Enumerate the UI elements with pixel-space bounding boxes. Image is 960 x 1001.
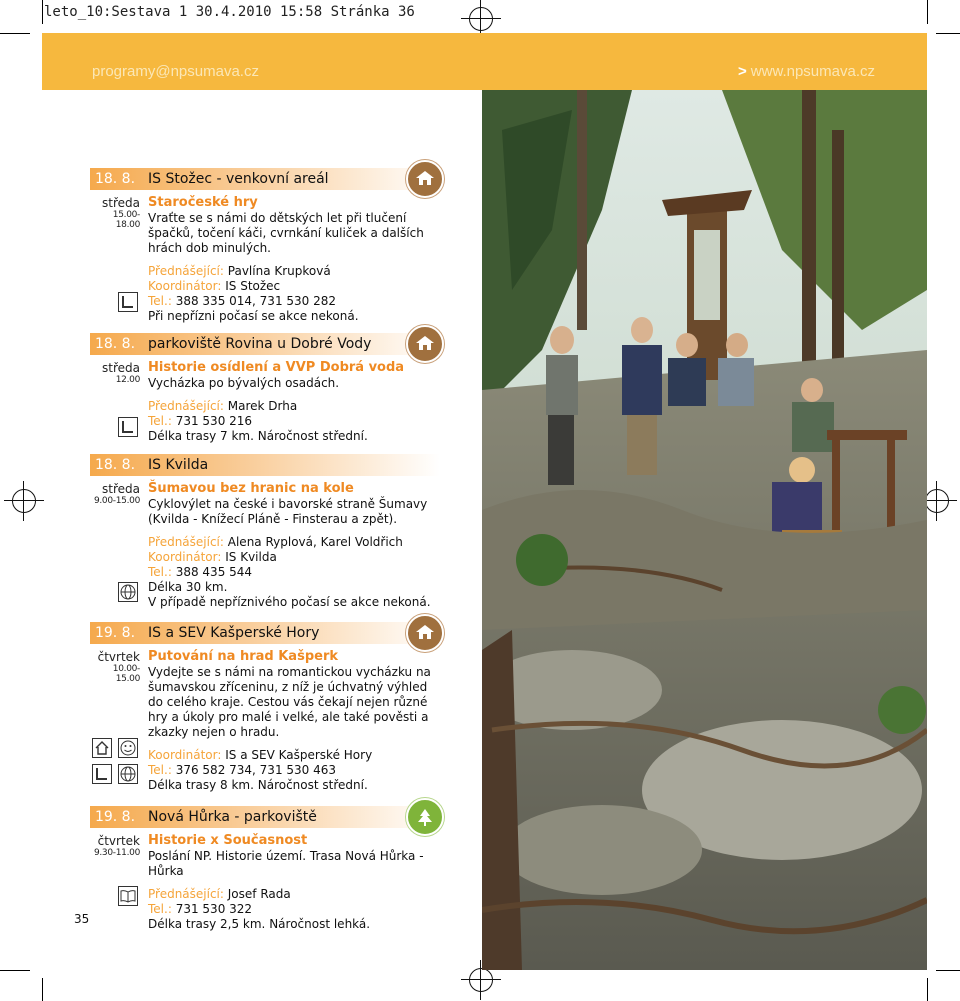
event-phone: [148, 902, 443, 917]
event-description: Vraťte se s námi do dětských let při tlučení špačků, točení káči, cvrnkání kuliček a dalších hrách dob minulých.: [148, 211, 424, 255]
event-time: 12.00: [115, 375, 140, 385]
header-band: [42, 33, 927, 90]
event-day: středa: [102, 482, 140, 496]
lecturer-name: Josef Rada: [227, 887, 291, 901]
lecturer-label: Přednášející:: [148, 535, 224, 549]
event-title: Šumavou bez hranic na kole: [148, 481, 354, 496]
crop-mark: [0, 970, 30, 971]
cabin-badge-icon: [406, 160, 444, 198]
header-email[interactable]: programy@npsumava.cz: [92, 63, 259, 80]
event-phone: [148, 294, 443, 309]
event-lecturer: [148, 535, 443, 550]
smiley-icon: [118, 738, 138, 758]
event-body: [148, 195, 443, 324]
lecturer-name: Pavlína Krupková: [227, 264, 331, 278]
event-title: Historie x Současnost: [148, 833, 308, 848]
event-header-bar: [90, 454, 440, 476]
lecturer-name: Alena Ryplová, Karel Voldřich: [227, 535, 403, 549]
event-body: [148, 833, 443, 932]
phone-label: Tel.:: [148, 565, 172, 579]
crop-mark: [927, 978, 928, 1001]
event-place: IS Kvilda: [148, 457, 209, 473]
event-coordinator: [148, 748, 443, 763]
globe-icon: [118, 764, 138, 784]
event-header-bar: [90, 622, 440, 644]
event-place: IS Stožec - venkovní areál: [148, 171, 329, 187]
event-lecturer: [148, 264, 443, 279]
phone-number[interactable]: 376 582 734, 731 530 463: [175, 763, 337, 777]
phone-number[interactable]: 388 335 014, 731 530 282: [175, 294, 337, 308]
event-body: [148, 649, 443, 793]
lecturer-label: Přednášející:: [148, 264, 224, 278]
footprint-icon: [118, 417, 138, 437]
event-day: čtvrtek: [97, 650, 140, 664]
coordinator-label: Koordinátor:: [148, 550, 222, 564]
arrow-icon: >: [738, 63, 747, 80]
phone-number[interactable]: 388 435 544: [175, 565, 253, 579]
crop-mark: [42, 978, 43, 1001]
event-day: čtvrtek: [97, 834, 140, 848]
footprint-icon: [118, 292, 138, 312]
event-coordinator: [148, 279, 443, 294]
event-title: Historie osídlení a VVP Dobrá voda: [148, 360, 405, 375]
footprint-icon: [92, 764, 112, 784]
phone-number[interactable]: 731 530 216: [175, 414, 253, 428]
event-description: Poslání NP. Historie území. Trasa Nová Hůrka - Hůrka: [148, 849, 424, 878]
event-header-bar: [90, 168, 440, 190]
registration-mark: [469, 968, 493, 992]
phone-label: Tel.:: [148, 763, 172, 777]
lecturer-name: Marek Drha: [227, 399, 298, 413]
crop-mark: [936, 970, 960, 971]
event-note: Délka trasy 7 km. Náročnost střední.: [148, 429, 368, 443]
coordinator-label: Koordinátor:: [148, 748, 222, 762]
event-lecturer: [148, 399, 443, 414]
coordinator-name: IS a SEV Kašperské Hory: [225, 748, 373, 762]
coordinator-name: IS Kvilda: [225, 550, 277, 564]
event-lecturer: [148, 887, 443, 902]
phone-label: Tel.:: [148, 902, 172, 916]
event-note: Délka 30 km.: [148, 580, 228, 594]
crop-mark: [42, 0, 43, 24]
event-note: Délka trasy 2,5 km. Náročnost lehká.: [148, 917, 371, 931]
cabin-badge-icon: [406, 614, 444, 652]
event-body: [148, 481, 443, 610]
phone-label: Tel.:: [148, 294, 172, 308]
cabin-badge-icon: [406, 325, 444, 363]
header-website-text: www.npsumava.cz: [750, 63, 875, 80]
event-description: Vycházka po bývalých osadách.: [148, 376, 340, 390]
event-date: 18. 8.: [94, 457, 136, 473]
coordinator-name: IS Stožec: [225, 279, 281, 293]
event-day: středa: [102, 361, 140, 375]
event-description: Vydejte se s námi na romantickou vycházku na šumavskou zříceninu, z níž je úchvatný výhled do celého kraje. Cestou vás čekají nejen různé hry a úkoly pro malé i velké, ale také pověsti a zkazky nejen o hradu.: [148, 665, 431, 739]
hikers-photo: [482, 90, 927, 970]
lecturer-label: Přednášející:: [148, 887, 224, 901]
event-title: Putování na hrad Kašperk: [148, 649, 338, 664]
event-header-bar: [90, 333, 440, 355]
coordinator-label: Koordinátor:: [148, 279, 222, 293]
event-place: parkoviště Rovina u Dobré Vody: [148, 336, 372, 352]
event-coordinator: [148, 550, 443, 565]
lecturer-label: Přednášející:: [148, 399, 224, 413]
phone-number[interactable]: 731 530 322: [175, 902, 253, 916]
event-day: středa: [102, 196, 140, 210]
crop-mark: [0, 33, 30, 34]
print-slug: leto_10:Sestava 1 30.4.2010 15:58 Stránka 36: [44, 4, 415, 20]
event-note: Délka trasy 8 km. Náročnost střední.: [148, 778, 368, 792]
house-icon: [92, 738, 112, 758]
globe-icon: [118, 582, 138, 602]
event-time: 15.00-18.00: [112, 210, 140, 230]
crop-mark: [936, 33, 960, 34]
event-phone: [148, 763, 443, 778]
crop-mark: [927, 0, 928, 24]
registration-mark: [12, 489, 36, 513]
event-time: 9.30-11.00: [93, 848, 140, 858]
registration-mark: [925, 489, 949, 513]
event-date: 18. 8.: [94, 171, 136, 187]
page-number: 35: [74, 912, 90, 926]
event-title: Staročeské hry: [148, 195, 258, 210]
event-header-bar: [90, 806, 440, 828]
book-icon: [118, 886, 138, 906]
phone-label: Tel.:: [148, 414, 172, 428]
event-note: V případě nepříznivého počasí se akce nekoná.: [148, 595, 431, 609]
event-place: Nová Hůrka - parkoviště: [148, 809, 317, 825]
event-date: 19. 8.: [94, 809, 136, 825]
event-description: Cyklovýlet na české i bavorské straně Šumavy (Kvilda - Knížecí Pláně - Finsterau a zpět).: [148, 497, 428, 526]
event-phone: [148, 565, 443, 580]
tree-badge-icon: [406, 798, 444, 836]
event-phone: [148, 414, 443, 429]
header-website[interactable]: [738, 63, 875, 80]
registration-mark: [469, 7, 493, 31]
event-body: [148, 360, 443, 444]
event-date: 19. 8.: [94, 625, 136, 641]
event-date: 18. 8.: [94, 336, 136, 352]
event-place: IS a SEV Kašperské Hory: [148, 625, 320, 641]
event-note: Při nepřízni počasí se akce nekoná.: [148, 309, 359, 323]
event-time: 10.00-15.00: [112, 664, 140, 684]
event-time: 9.00-15.00: [93, 496, 140, 506]
